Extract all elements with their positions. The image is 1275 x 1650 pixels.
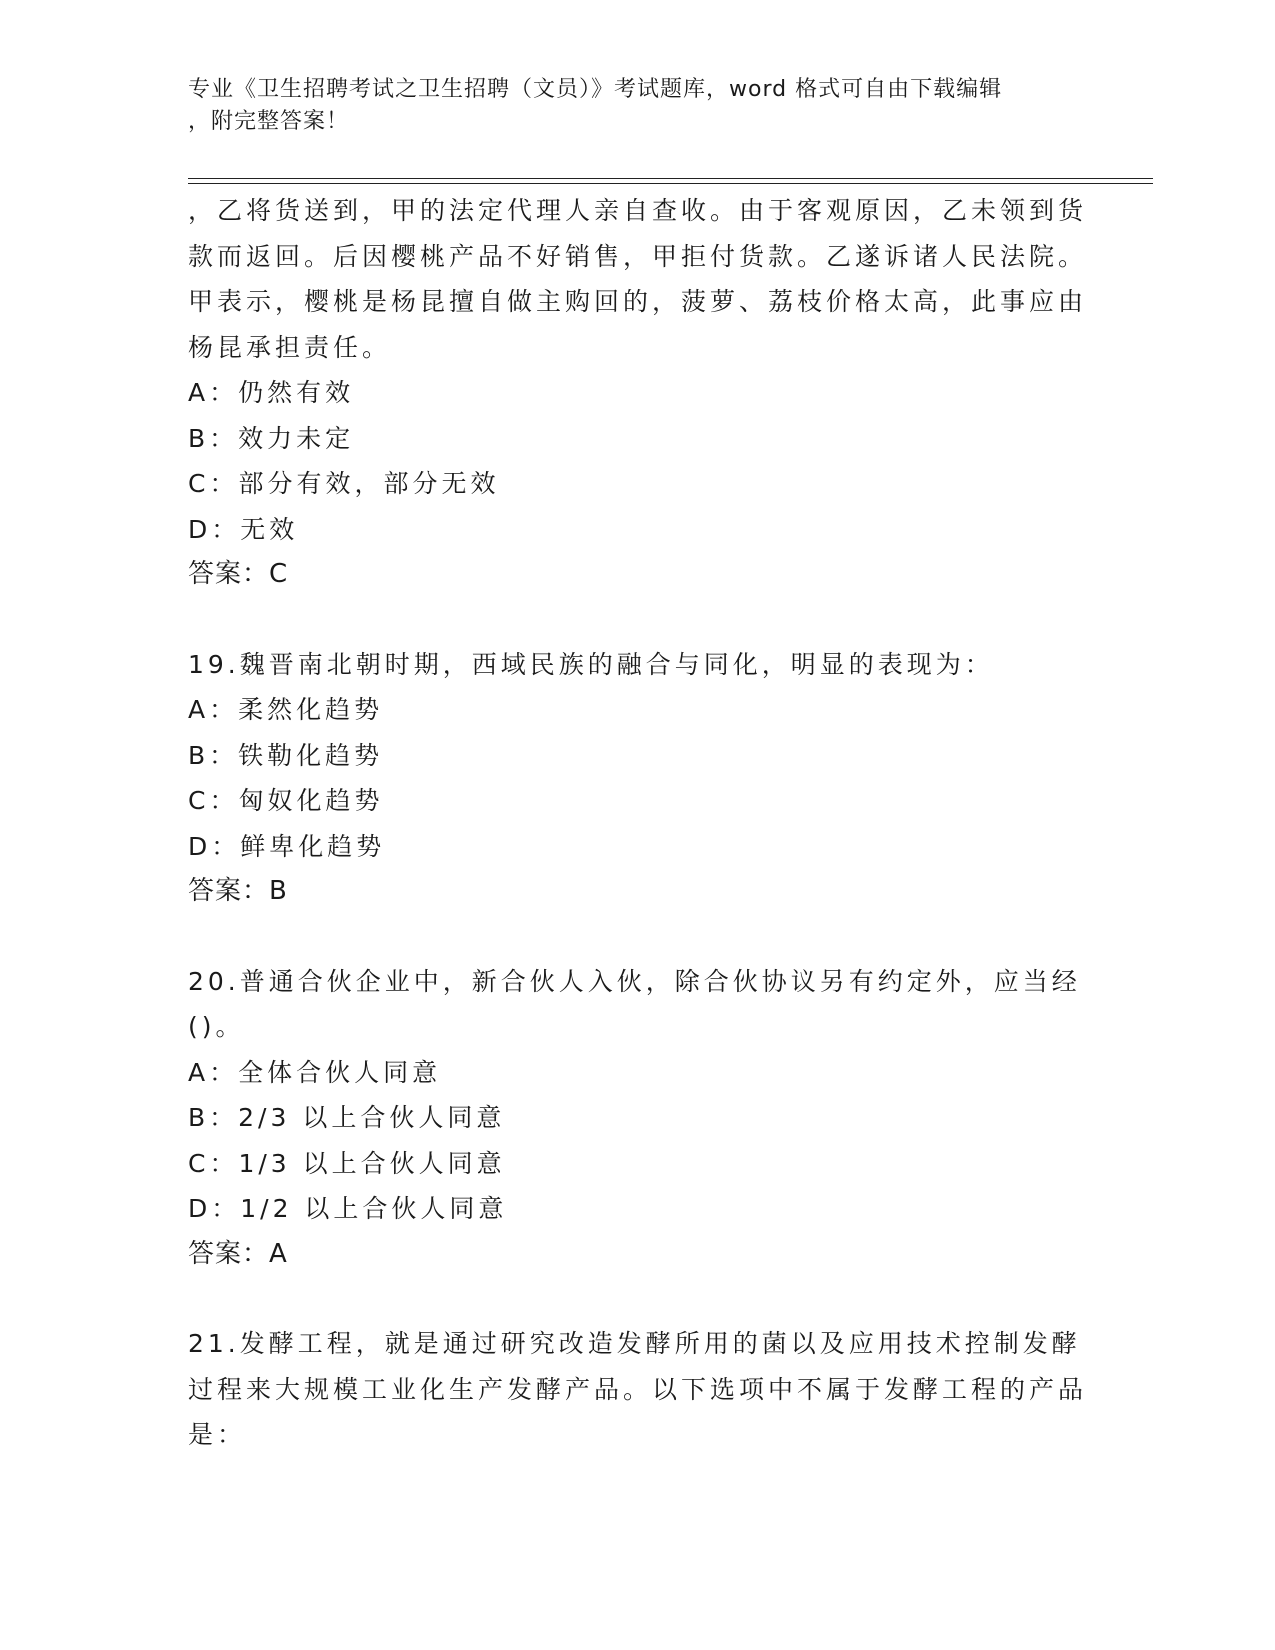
option-b: B：2/3 以上合伙人同意	[188, 1103, 506, 1132]
question-stem: 21.发酵工程，就是通过研究改造发酵所用的菌以及应用技术控制发酵过程来大规模工业化生产发酵产品。以下选项中不属于发酵工程的产品是：	[188, 1329, 1088, 1449]
question-19	[188, 642, 1088, 915]
header-line-1: 专业《卫生招聘考试之卫生招聘（文员）》考试题库，word 格式可自由下载编辑	[188, 77, 1003, 102]
question-18-continued	[188, 188, 1088, 598]
question-20	[188, 959, 1088, 1278]
question-content	[188, 188, 1088, 1458]
question-stem: 19.魏晋南北朝时期，西域民族的融合与同化，明显的表现为：	[188, 649, 994, 679]
option-c: C：1/3 以上合伙人同意	[188, 1148, 506, 1178]
header-line-2: ，附完整答案！	[188, 109, 350, 134]
option-c: C：部分有效，部分无效	[188, 469, 500, 498]
option-b: B：铁勒化趋势	[188, 740, 384, 770]
question-stem-continued: ，乙将货送到，甲的法定代理人亲自查收。由于客观原因，乙未领到货款而返回。后因樱桃产品不好销售，甲拒付货款。乙遂诉诸人民法院。甲表示，樱桃是杨昆擅自做主购回的，菠萝、荔枝价格太高，此事应由杨昆承担责任。	[188, 196, 1088, 362]
question-stem: 20.普通合伙企业中，新合伙人入伙，除合伙协议另有约定外，应当经()。	[188, 966, 1081, 1041]
option-a: A：仍然有效	[188, 378, 355, 407]
header-rule-top	[188, 178, 1153, 179]
option-d: D：鲜卑化趋势	[188, 831, 386, 861]
answer-line: 答案：A	[188, 1238, 288, 1269]
option-c: C：匈奴化趋势	[188, 786, 384, 815]
option-a: A：柔然化趋势	[188, 695, 384, 724]
option-a: A：全体合伙人同意	[188, 1057, 442, 1087]
option-d: D：1/2 以上合伙人同意	[188, 1194, 508, 1223]
option-b: B：效力未定	[188, 423, 355, 453]
header-rule-bottom	[188, 183, 1153, 184]
document-header	[188, 74, 1088, 138]
question-21	[188, 1321, 1088, 1458]
answer-line: 答案：C	[188, 559, 289, 589]
option-d: D：无效	[188, 514, 299, 544]
answer-line: 答案：B	[188, 876, 288, 906]
